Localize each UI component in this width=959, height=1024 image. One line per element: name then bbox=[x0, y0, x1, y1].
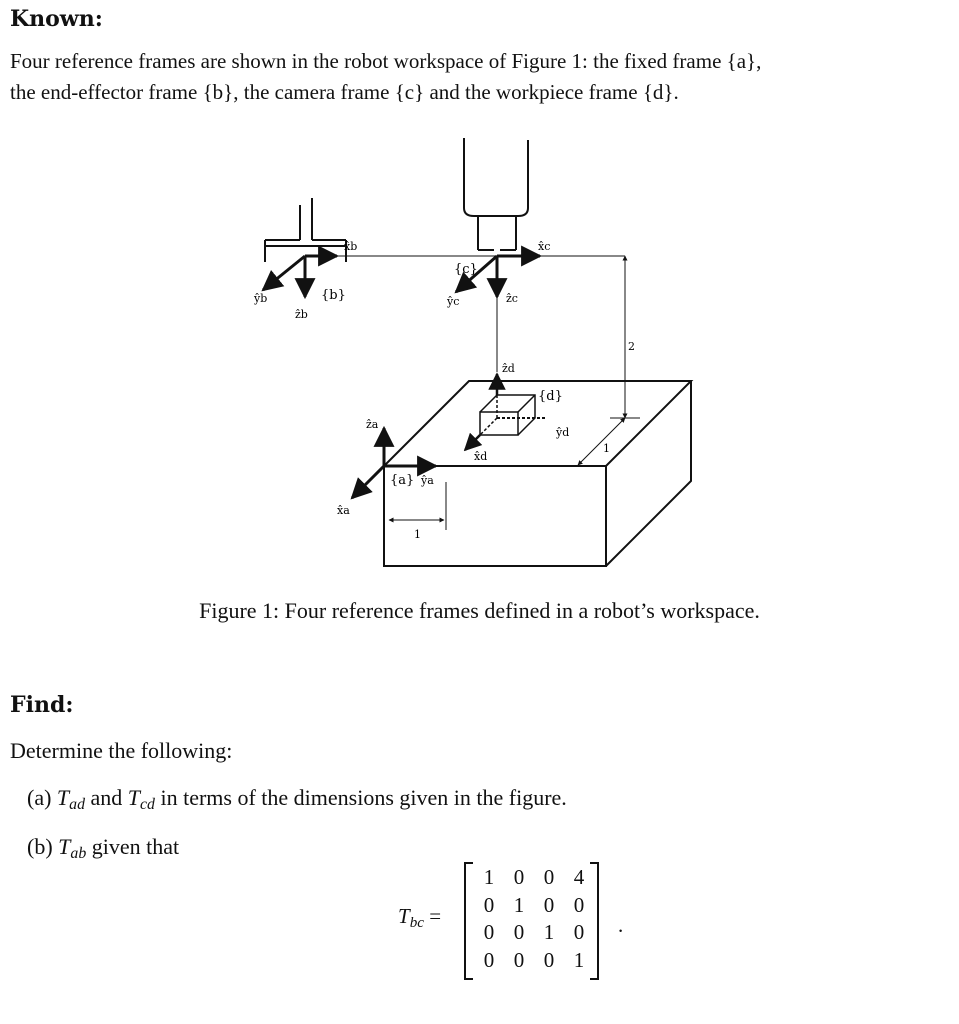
matrix-cell: 1 bbox=[483, 865, 495, 889]
label-yb: ŷb bbox=[254, 292, 268, 305]
matrix-cell: 1 bbox=[513, 892, 525, 917]
matrix-lhs: $T_{bc}$ = bbox=[398, 904, 442, 931]
part-b-t-ab: $T_{ab}$ bbox=[58, 834, 87, 862]
matrix-cell: 0 bbox=[513, 865, 525, 889]
matrix-left-bracket bbox=[464, 862, 473, 980]
figure-caption: Figure 1: Four reference frames defined in a robot’s workspace. bbox=[199, 598, 760, 623]
find-intro: Determine the following: bbox=[10, 738, 233, 763]
label-frame-d: {d} bbox=[538, 389, 563, 404]
matrix-cell: 0 bbox=[573, 892, 585, 917]
matrix-cell: 0 bbox=[543, 947, 555, 972]
label-xb: x̂b bbox=[344, 240, 358, 253]
part-a-suffix: in terms of the dimensions given in the figure. bbox=[160, 785, 567, 810]
label-yd: ŷd bbox=[556, 426, 570, 439]
dimension-2 bbox=[610, 256, 640, 418]
label-frame-c: {c} bbox=[454, 262, 478, 277]
label-zb: ẑb bbox=[295, 308, 308, 321]
label-yc: ŷc bbox=[447, 295, 460, 308]
label-dim-1-right: 1 bbox=[603, 442, 610, 455]
known-line-1: Four reference frames are shown in the robot workspace of Figure 1: the fixed frame {a}, bbox=[10, 49, 762, 73]
part-a-prefix: (a) bbox=[27, 785, 52, 810]
dimension-1-right bbox=[578, 418, 625, 465]
matrix-cell: 0 bbox=[513, 920, 525, 944]
label-dim-2: 2 bbox=[628, 340, 635, 353]
label-xc: x̂c bbox=[538, 240, 551, 253]
part-a-t-ad: $T_{ad}$ bbox=[56, 785, 85, 813]
label-xd: x̂d bbox=[474, 450, 488, 463]
matrix-cell: 0 bbox=[543, 892, 555, 917]
matrix-period: . bbox=[618, 913, 624, 937]
matrix-cell: 1 bbox=[573, 947, 585, 972]
figure-svg bbox=[0, 120, 959, 590]
known-line-2: the end-effector frame {b}, the camera frame {c} and the workpiece frame {d}. bbox=[10, 80, 679, 104]
part-a-t-cd: $T_{cd}$ bbox=[127, 785, 155, 813]
known-heading: Known: bbox=[10, 6, 103, 32]
label-xa: x̂a bbox=[337, 504, 350, 517]
label-za: ẑa bbox=[366, 418, 379, 431]
matrix-cell: 0 bbox=[483, 947, 495, 972]
matrix-cell: 4 bbox=[573, 865, 585, 889]
part-a bbox=[27, 785, 567, 814]
part-b-prefix: (b) bbox=[27, 834, 53, 859]
label-dim-1-bottom: 1 bbox=[414, 528, 421, 541]
matrix-cell: 0 bbox=[573, 920, 585, 944]
matrix-cell: 0 bbox=[483, 892, 495, 917]
camera bbox=[464, 138, 528, 250]
frame-b-axes bbox=[263, 256, 625, 297]
label-ya: ŷa bbox=[421, 474, 434, 487]
matrix-cell: 0 bbox=[513, 947, 525, 972]
matrix-right-bracket bbox=[590, 862, 599, 980]
label-frame-b: {b} bbox=[321, 288, 346, 303]
matrix-grid bbox=[474, 864, 594, 974]
label-zc: ẑc bbox=[506, 292, 518, 305]
part-a-and: and bbox=[90, 785, 123, 810]
matrix-cell: 0 bbox=[543, 865, 555, 889]
find-heading: Find: bbox=[10, 692, 74, 718]
part-b-suffix: given that bbox=[91, 834, 180, 859]
matrix-t-bc bbox=[398, 858, 638, 980]
gripper bbox=[265, 198, 346, 262]
part-b bbox=[27, 834, 179, 863]
matrix-cell: 0 bbox=[483, 920, 495, 944]
label-frame-a: {a} bbox=[390, 473, 415, 488]
dimension-1-bottom bbox=[389, 482, 446, 530]
label-zd: ẑd bbox=[502, 362, 515, 375]
matrix-cell: 1 bbox=[543, 920, 555, 944]
workpiece-cube bbox=[480, 395, 535, 435]
figure-robot-workspace bbox=[0, 120, 959, 590]
